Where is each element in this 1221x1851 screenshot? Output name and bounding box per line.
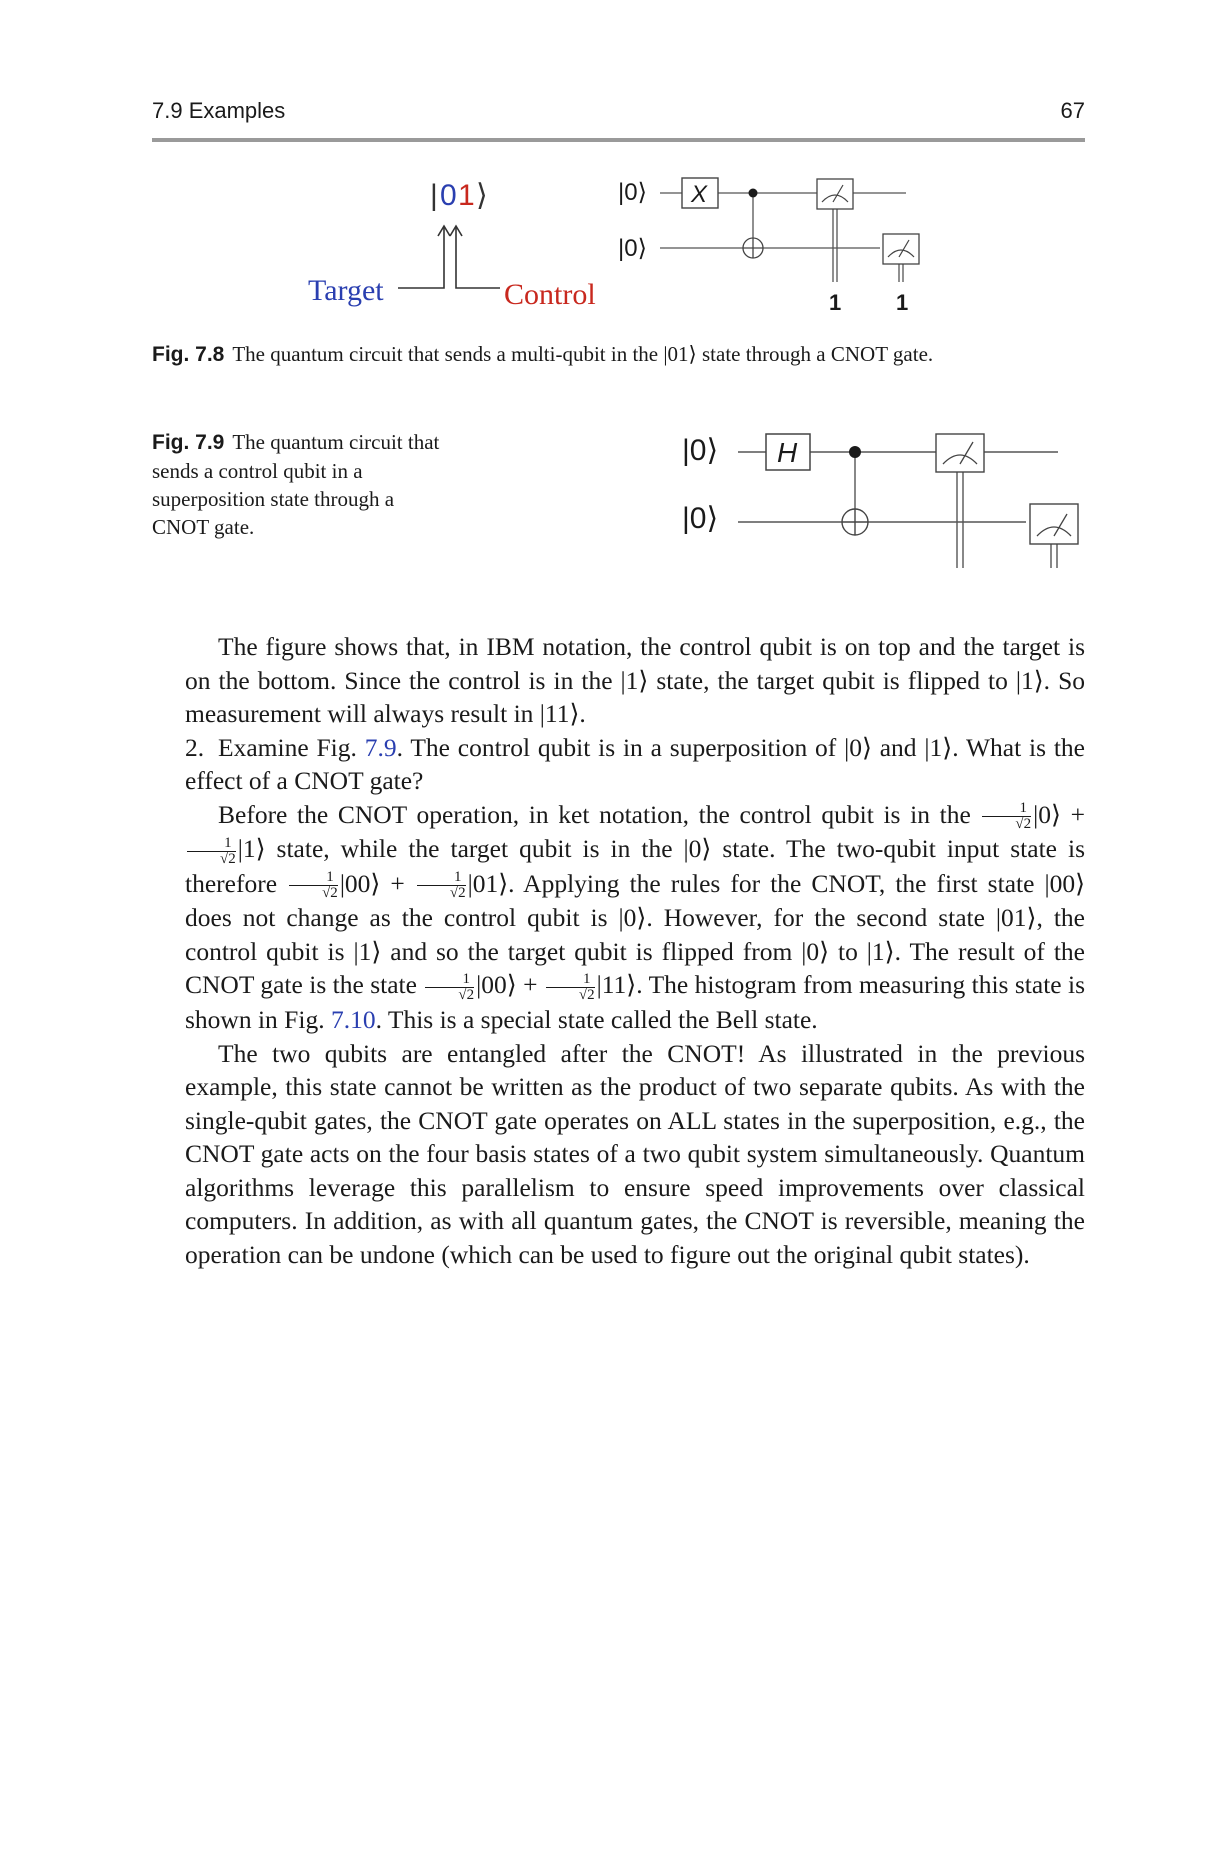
numerator: 1 (187, 836, 236, 852)
numerator: 1 (982, 801, 1031, 817)
denominator: √2 (578, 987, 595, 1004)
control-dot (849, 446, 861, 458)
caption-text: The quantum circuit that sends a control qubit in a superposition state through a CNOT gate. (152, 430, 440, 539)
section-title: 7.9 Examples (152, 98, 286, 123)
figure-7-9-caption (152, 428, 452, 541)
control-dot (749, 189, 758, 198)
caption-text: The quantum circuit that sends a multi-qubit in the |01⟩ state through a CNOT gate. (232, 342, 934, 366)
text-run: |00⟩ + (339, 868, 405, 898)
text-run: Before the CNOT operation, in ket notation, the control qubit is in the (218, 799, 971, 829)
ket-0: 0 (440, 179, 457, 212)
denominator: √2 (458, 987, 475, 1004)
page-number: 67 (1060, 98, 1085, 123)
list-number: 2. (185, 732, 205, 762)
ket-1: 1 (458, 179, 475, 212)
fraction (187, 836, 236, 867)
text-run: |1⟩ state, while the target qubit is in the |0⟩ state. The two-qubit input state is therefore (185, 834, 1085, 898)
meter-icon (936, 434, 984, 472)
body-text (185, 630, 1085, 1271)
numerator: 1 (417, 870, 466, 886)
h-gate-label: H (777, 437, 798, 468)
x-gate-label: X (691, 181, 708, 208)
text-run: |01⟩. Applying the rules for the CNOT, the first state |00⟩ does not change as the control qubit is |0⟩. However, for the second state |01⟩, the control qubit is |1⟩ and so the target qubit is flipped from |0⟩ to |1⟩. The result of the CNOT gate is the state (185, 868, 1086, 1000)
paragraph (185, 798, 1085, 1037)
input-bottom: |0⟩ (682, 502, 719, 535)
figure-link[interactable]: 7.10 (330, 1005, 376, 1035)
denominator: √2 (322, 885, 338, 902)
caption-label: Fig. 7.9 (152, 431, 225, 454)
text-run: . The control qubit is in a superposition of |0⟩ and |1⟩. What is the effect of a CNOT gate? (185, 732, 1085, 795)
numerator: 1 (425, 972, 474, 988)
meter-icon (883, 234, 919, 264)
pointer-arrows (398, 226, 500, 288)
text-run: Examine Fig. (218, 732, 357, 762)
fraction (425, 972, 474, 1003)
list-item (185, 731, 1085, 798)
fraction (289, 870, 338, 901)
ket-close: ⟩ (476, 179, 488, 212)
text-run: |00⟩ + (476, 970, 538, 1000)
input-top: |0⟩ (682, 434, 719, 467)
control-label: Control (504, 278, 596, 311)
ket-bar: | (430, 179, 438, 212)
paragraph: The two qubits are entangled after the CNOT! As illustrated in the previous example, this state cannot be written as the product of two separate qubits. As with the single-qubit gates, the CNOT gate operates on ALL states in the superposition, e.g., the CNOT gate acts on the four basis states of a two qubit system simultaneously. Quantum algorithms leverage this parallelism to ensure speed improvements over classical computers. In addition, as with all quantum gates, the CNOT is reversible, meaning the operation can be undone (which can be used to figure out the original qubit states). (185, 1038, 1085, 1269)
figure-7-8 (290, 160, 950, 320)
meter-icon (1030, 504, 1078, 544)
denominator: √2 (449, 885, 466, 902)
numerator: 1 (289, 870, 338, 886)
caption-label: Fig. 7.8 (152, 343, 225, 366)
text-run: |11⟩. The histogram from measuring this state is shown in Fig. (185, 970, 1086, 1035)
fraction (546, 972, 595, 1003)
figure-7-8-caption (152, 342, 1102, 367)
result-2: 1 (896, 290, 909, 315)
paragraph: The figure shows that, in IBM notation, the control qubit is on top and the target is on the bottom. Since the control is in the |1⟩ state, the target qubit is flipped to |1⟩. So measurement will always result in |11⟩. (185, 632, 1085, 728)
fraction (982, 801, 1031, 832)
figure-7-9 (660, 420, 1090, 570)
text-run: |0⟩ + (1033, 799, 1085, 829)
meter-icon (817, 179, 853, 209)
text-run: . This is a special state called the Bell state. (375, 1005, 818, 1035)
denominator: √2 (1015, 816, 1032, 833)
running-head (152, 98, 1085, 142)
input-bottom: |0⟩ (618, 235, 647, 262)
input-top: |0⟩ (618, 179, 647, 206)
numerator: 1 (546, 972, 595, 988)
figure-link[interactable]: 7.9 (364, 732, 397, 762)
denominator: √2 (220, 850, 236, 867)
target-label: Target (308, 274, 384, 307)
fraction (417, 870, 466, 901)
result-1: 1 (829, 290, 842, 315)
